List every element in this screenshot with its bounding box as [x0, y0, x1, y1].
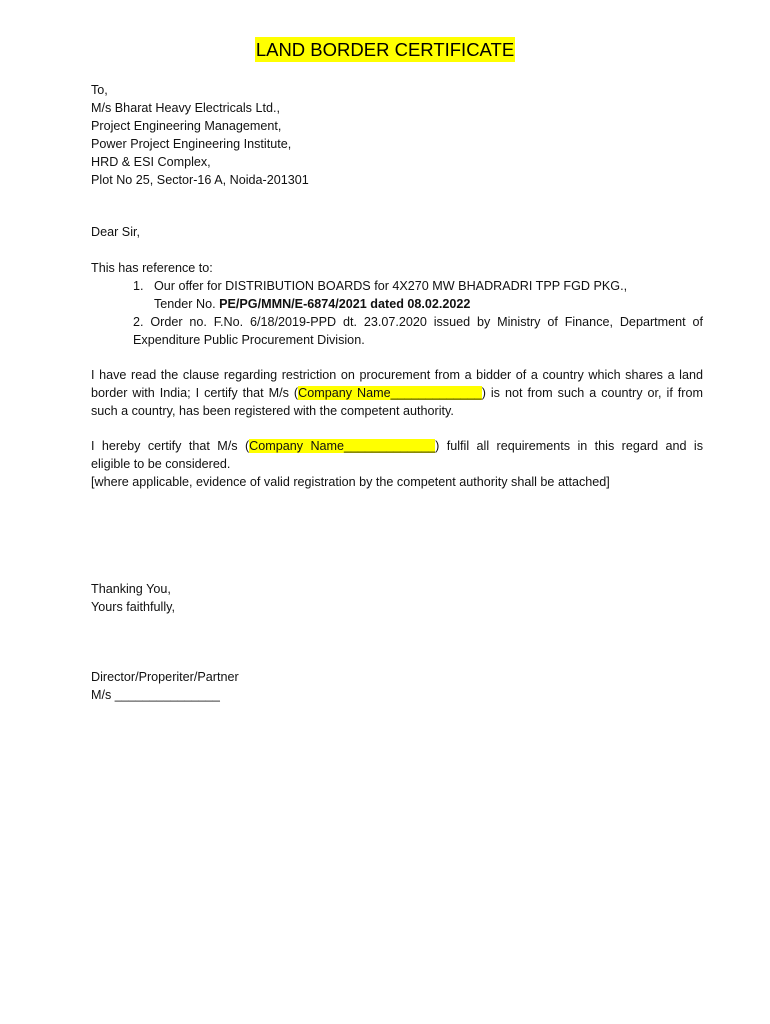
reference-item-1-offer: Our offer for DISTRIBUTION BOARDS for 4X270 MW BHADRADRI TPP FGD PKG., — [154, 279, 628, 293]
address-line: M/s Bharat Heavy Electricals Ltd., — [91, 101, 280, 115]
reference-item-1-tender — [154, 295, 470, 313]
reference-intro-text: This has reference to: — [91, 261, 213, 275]
document-title: LAND BORDER CERTIFICATE — [255, 39, 515, 60]
address-line: Project Engineering Management, — [91, 119, 282, 133]
address-to: To, — [91, 83, 108, 97]
title-wrapper — [0, 37, 770, 62]
paragraph-2-line: [where applicable, evidence of valid registration by the competent authority shall be attached] — [91, 475, 610, 489]
paragraph-2-suffix: ) fulfil all requirements in this regard and is — [435, 439, 704, 453]
address-line: Power Project Engineering Institute, — [91, 137, 292, 151]
tender-prefix: Tender No. — [154, 297, 220, 311]
paragraph-1-line: I have read the clause regarding restriction on procurement from a bidder of a country which shares a land — [91, 368, 703, 382]
paragraph-1-prefix: border with India; I certify that M/s ( — [91, 386, 299, 400]
address-line: Plot No 25, Sector-16 A, Noida-201301 — [91, 173, 309, 187]
reference-item-2-line: Expenditure Public Procurement Division. — [133, 333, 365, 347]
signatory-company-line: M/s _______________ — [91, 688, 220, 702]
reference-item-2-line: 2. Order no. F.No. 6/18/2019-PPD dt. 23.07.2020 issued by Ministry of Finance, Department of — [133, 315, 703, 329]
paragraph-1-line: such a country, has been registered with the competent authority. — [91, 404, 454, 418]
reference-intro — [91, 259, 703, 277]
signatory-designation: Director/Properiter/Partner — [91, 670, 239, 684]
salutation — [91, 223, 703, 241]
company-name-placeholder: Company Name_____________ — [249, 439, 436, 453]
paragraph-1-suffix: ) is not from such a country or, if from — [481, 386, 703, 400]
closing — [91, 580, 703, 616]
certification-paragraph-1 — [91, 366, 703, 420]
closing-line: Yours faithfully, — [91, 600, 176, 614]
signature-block — [91, 668, 703, 704]
salutation-text: Dear Sir, — [91, 225, 140, 239]
reference-item-2 — [133, 313, 703, 349]
paragraph-2-prefix: I hereby certify that M/s ( — [91, 439, 250, 453]
recipient-address — [91, 81, 703, 189]
company-name-placeholder: Company Name_____________ — [298, 386, 482, 400]
certification-paragraph-2 — [91, 437, 703, 491]
reference-item-1-number: 1. — [133, 279, 144, 293]
paragraph-1-line — [91, 384, 703, 402]
paragraph-2-line — [91, 437, 703, 455]
tender-number: PE/PG/MMN/E-6874/2021 dated 08.02.2022 — [219, 297, 471, 311]
closing-line: Thanking You, — [91, 582, 171, 596]
paragraph-2-line: eligible to be considered. — [91, 457, 231, 471]
address-line: HRD & ESI Complex, — [91, 155, 211, 169]
